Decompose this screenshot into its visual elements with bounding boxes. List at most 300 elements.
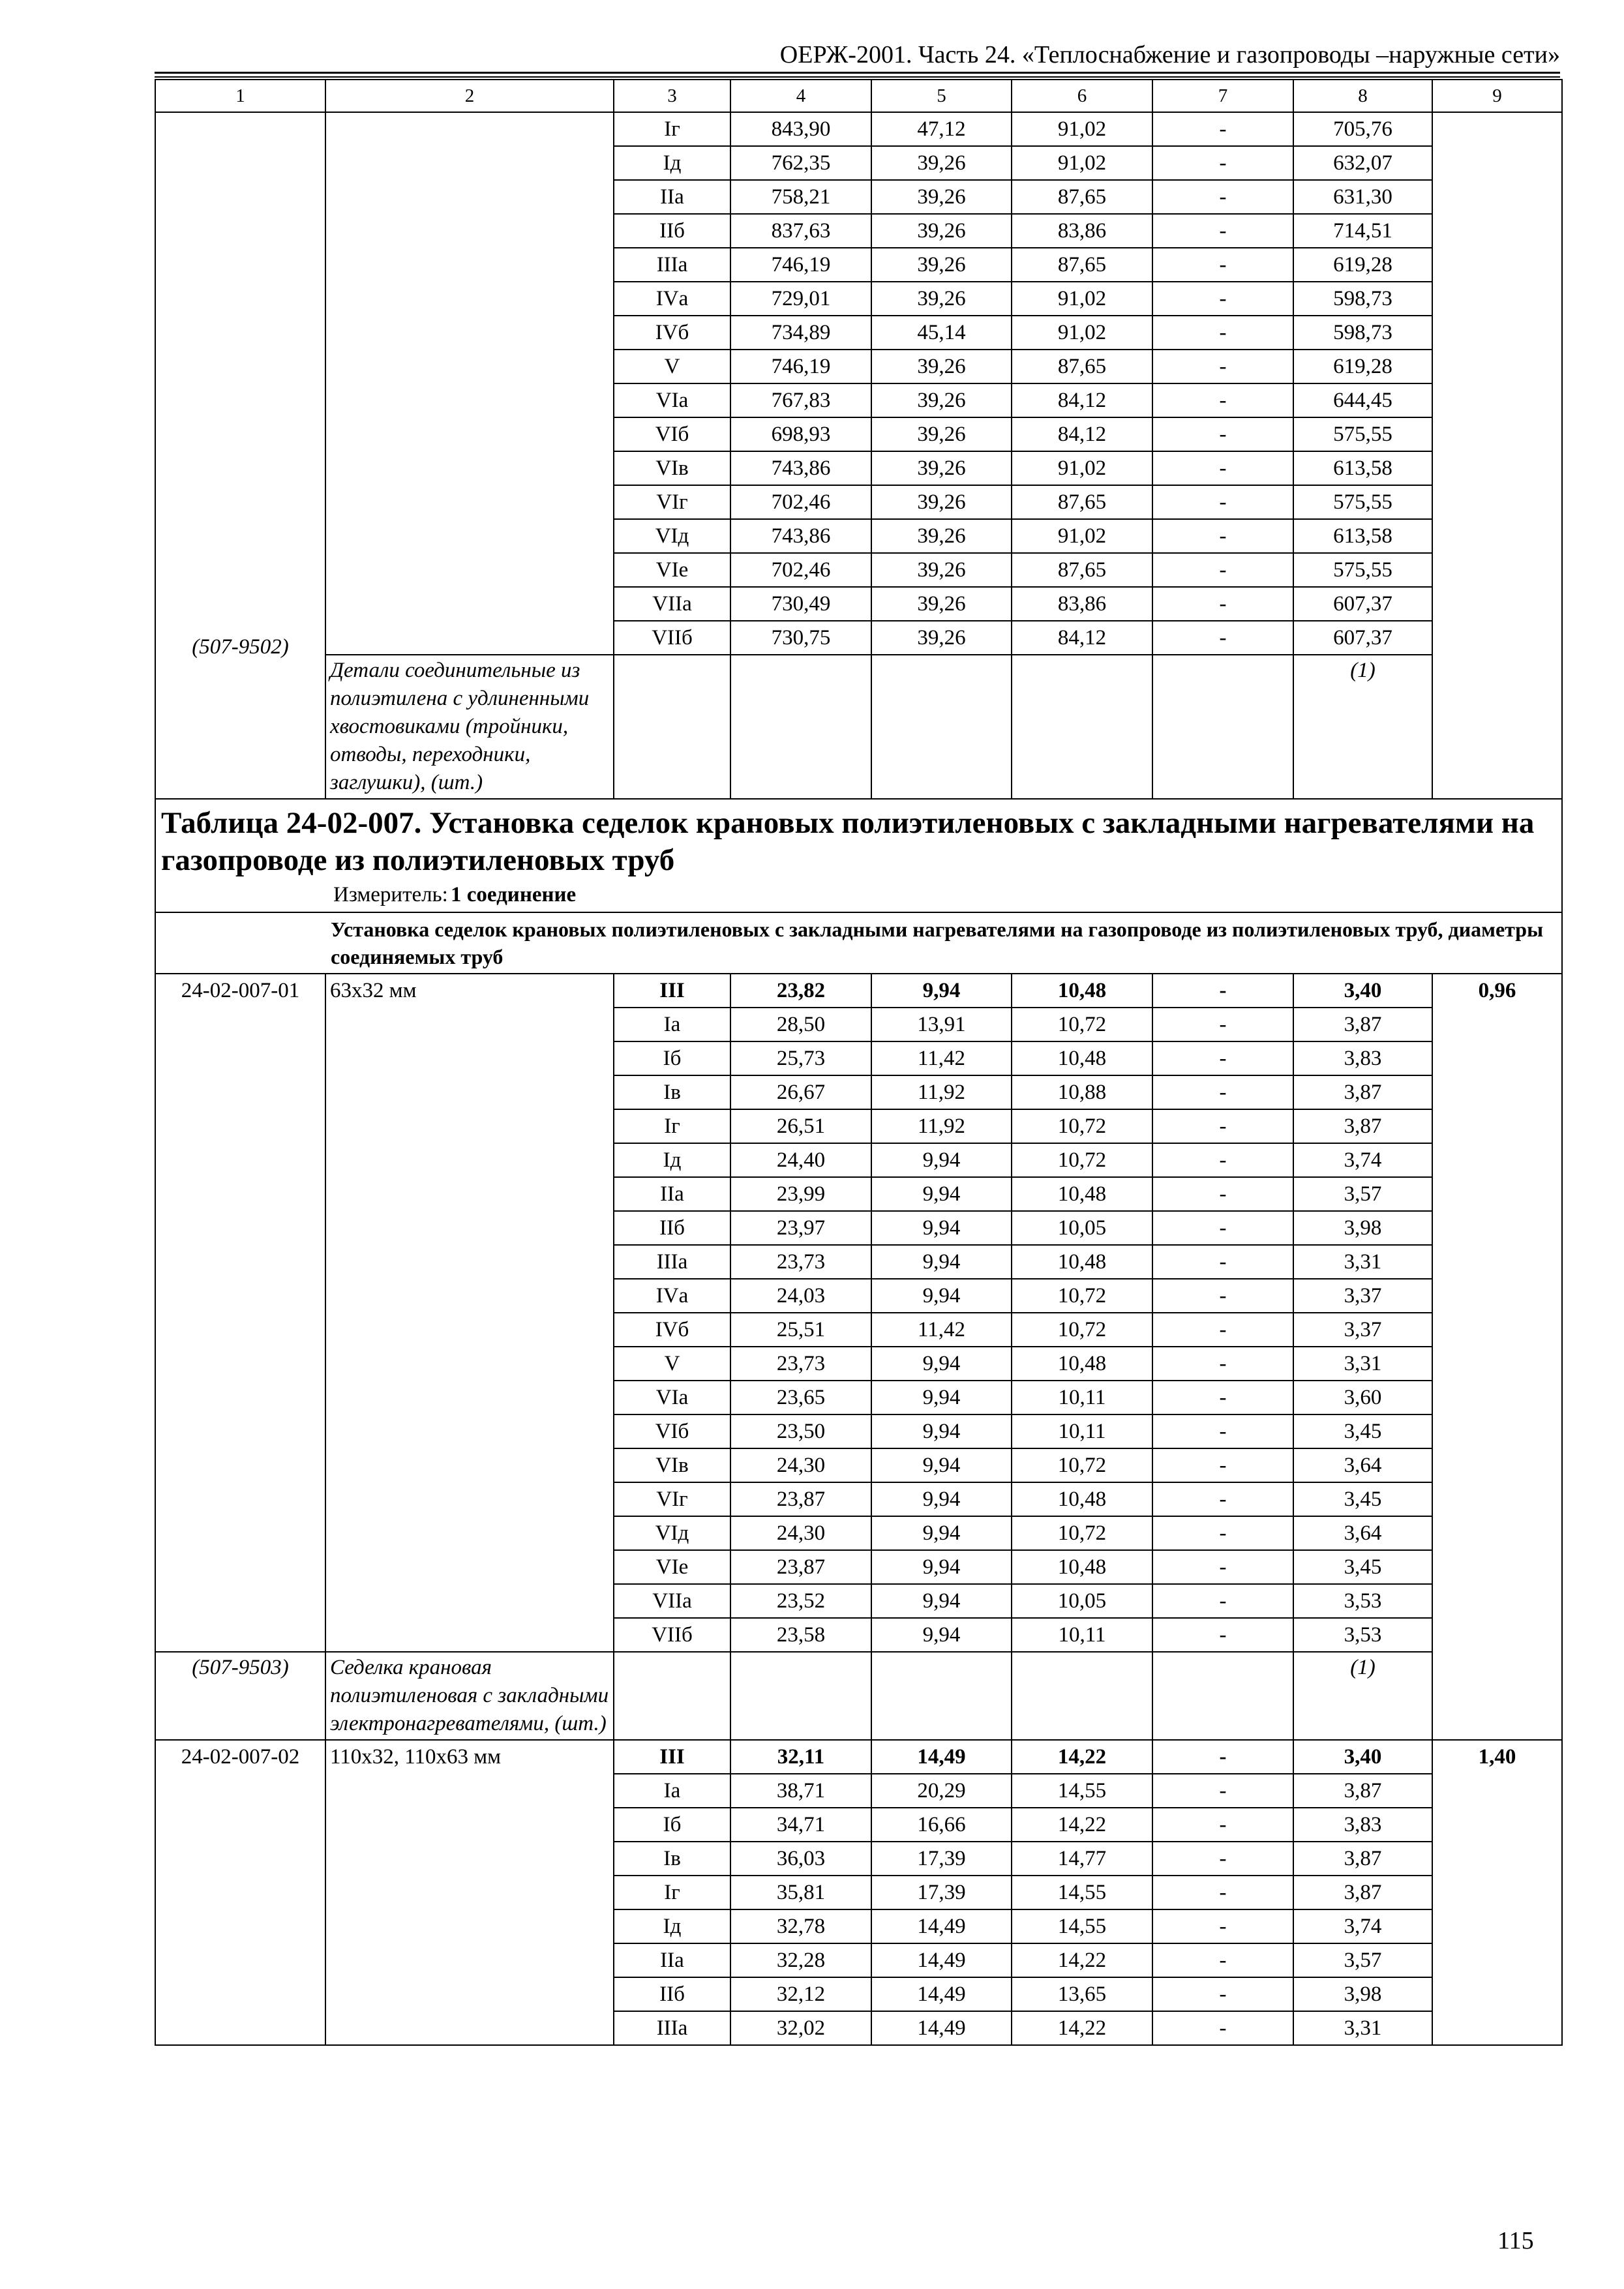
value-cell: 91,02 (1012, 316, 1152, 350)
value-cell: 39,26 (871, 587, 1012, 621)
value-cell: 9,94 (871, 1381, 1012, 1414)
value-cell: 39,26 (871, 451, 1012, 485)
value-cell: 3,87 (1293, 1008, 1432, 1041)
meter-label: Измеритель: (333, 883, 448, 906)
value-cell: - (1152, 248, 1293, 282)
value-cell: 14,49 (871, 2011, 1012, 2045)
item-code: 24-02-007-01 (155, 974, 325, 1652)
zone-cell: III (614, 974, 730, 1008)
column-number: 1 (155, 80, 325, 112)
zone-cell: IIIа (614, 248, 730, 282)
value-cell: 14,22 (1012, 1808, 1152, 1842)
value-cell: 32,12 (730, 1977, 871, 2011)
zone-cell: VIIб (614, 621, 730, 655)
zone-cell: V (614, 1347, 730, 1381)
page-number: 115 (1497, 2227, 1534, 2254)
value-cell: - (1152, 1482, 1293, 1516)
c9-cell (1432, 112, 1562, 799)
value-cell: 575,55 (1293, 553, 1432, 587)
value-cell: 3,31 (1293, 1347, 1432, 1381)
description-cell (325, 112, 614, 655)
zone-cell: Iг (614, 1876, 730, 1909)
value-cell: 14,55 (1012, 1774, 1152, 1808)
value-cell: 3,60 (1293, 1381, 1432, 1414)
value-cell: - (1152, 1448, 1293, 1482)
value-cell: - (1152, 1740, 1293, 1774)
value-cell: 10,05 (1012, 1584, 1152, 1618)
value-cell: 39,26 (871, 248, 1012, 282)
value-cell: 10,88 (1012, 1075, 1152, 1109)
value-cell: 36,03 (730, 1842, 871, 1876)
value-cell: - (1152, 2011, 1293, 2045)
value-cell: 702,46 (730, 553, 871, 587)
value-cell: 9,94 (871, 1177, 1012, 1211)
value-cell: - (1152, 282, 1293, 316)
zone-cell: Iа (614, 1008, 730, 1041)
value-cell: 9,94 (871, 1516, 1012, 1550)
material-qty: (1) (1293, 655, 1432, 799)
zone-cell: Iа (614, 1774, 730, 1808)
value-cell: 23,82 (730, 974, 871, 1008)
value-cell: - (1152, 350, 1293, 383)
zone-cell: VIг (614, 1482, 730, 1516)
zone-cell: Iд (614, 1143, 730, 1177)
value-cell: 39,26 (871, 146, 1012, 180)
value-cell: 10,48 (1012, 1245, 1152, 1279)
value-cell: 10,11 (1012, 1414, 1152, 1448)
value-cell: 9,94 (871, 1584, 1012, 1618)
value-cell: - (1152, 1808, 1293, 1842)
zone-cell: IIа (614, 1177, 730, 1211)
value-cell: 38,71 (730, 1774, 871, 1808)
column-number: 8 (1293, 80, 1432, 112)
value-cell: 598,73 (1293, 316, 1432, 350)
empty-cell (730, 1652, 871, 1740)
value-cell: 10,72 (1012, 1448, 1152, 1482)
value-cell: - (1152, 1584, 1293, 1618)
value-cell: 9,94 (871, 1414, 1012, 1448)
running-header (155, 38, 1560, 76)
value-cell: 607,37 (1293, 587, 1432, 621)
value-cell: 3,64 (1293, 1516, 1432, 1550)
value-cell: 3,87 (1293, 1842, 1432, 1876)
value-cell: 39,26 (871, 519, 1012, 553)
value-cell: 24,03 (730, 1279, 871, 1313)
item-description: 63х32 мм (325, 974, 614, 1652)
value-cell: - (1152, 1842, 1293, 1876)
header-rule-thin (155, 76, 1560, 78)
value-cell: 3,74 (1293, 1143, 1432, 1177)
column-number: 2 (325, 80, 614, 112)
value-cell: 3,31 (1293, 1245, 1432, 1279)
value-cell: 762,35 (730, 146, 871, 180)
value-cell: - (1152, 1943, 1293, 1977)
value-cell: 47,12 (871, 112, 1012, 146)
value-cell: - (1152, 214, 1293, 248)
value-cell: 23,65 (730, 1381, 871, 1414)
value-cell: - (1152, 1075, 1293, 1109)
zone-cell: Iд (614, 1909, 730, 1943)
value-cell: 39,26 (871, 417, 1012, 451)
empty-cell (871, 1652, 1012, 1740)
value-cell: - (1152, 974, 1293, 1008)
value-cell: 734,89 (730, 316, 871, 350)
value-cell: 10,72 (1012, 1109, 1152, 1143)
value-cell: 714,51 (1293, 214, 1432, 248)
zone-cell: IIб (614, 1977, 730, 2011)
zone-cell: VIд (614, 1516, 730, 1550)
value-cell: - (1152, 112, 1293, 146)
empty-cell (1152, 1652, 1293, 1740)
value-cell: 3,37 (1293, 1279, 1432, 1313)
value-cell: 91,02 (1012, 451, 1152, 485)
header-rule-thick (155, 72, 1560, 74)
column-number: 7 (1152, 80, 1293, 112)
value-cell: 607,37 (1293, 621, 1432, 655)
value-cell: 13,91 (871, 1008, 1012, 1041)
value-cell: 10,05 (1012, 1211, 1152, 1245)
meter-line (161, 880, 1556, 909)
value-cell: 24,40 (730, 1143, 871, 1177)
zone-cell: VIе (614, 553, 730, 587)
table-title-cell (155, 799, 1562, 912)
value-cell: 10,11 (1012, 1381, 1152, 1414)
material-row (155, 655, 1562, 799)
subtitle-row (155, 912, 1562, 974)
value-cell: 32,78 (730, 1909, 871, 1943)
value-cell: 613,58 (1293, 451, 1432, 485)
column-number: 3 (614, 80, 730, 112)
value-cell: 9,94 (871, 1550, 1012, 1584)
column-number: 9 (1432, 80, 1562, 112)
value-cell: 9,94 (871, 1448, 1012, 1482)
value-cell: - (1152, 316, 1293, 350)
empty-cell (614, 655, 730, 799)
value-cell: 743,86 (730, 451, 871, 485)
value-cell: 32,02 (730, 2011, 871, 2045)
value-cell: 3,45 (1293, 1482, 1432, 1516)
value-cell: 9,94 (871, 974, 1012, 1008)
value-cell: 632,07 (1293, 146, 1432, 180)
value-cell: 10,72 (1012, 1143, 1152, 1177)
value-cell: - (1152, 621, 1293, 655)
value-cell: 3,37 (1293, 1313, 1432, 1347)
value-cell: - (1152, 1143, 1293, 1177)
value-cell: 32,28 (730, 1943, 871, 1977)
zone-cell: IVа (614, 282, 730, 316)
value-cell: 14,49 (871, 1977, 1012, 2011)
value-cell: 45,14 (871, 316, 1012, 350)
value-cell: 837,63 (730, 214, 871, 248)
value-cell: 32,11 (730, 1740, 871, 1774)
meter-value: 1 соединение (451, 883, 577, 906)
value-cell: 14,55 (1012, 1876, 1152, 1909)
value-cell: 26,51 (730, 1109, 871, 1143)
empty-cell (1012, 655, 1152, 799)
empty-cell (1012, 1652, 1152, 1740)
value-cell: 23,97 (730, 1211, 871, 1245)
value-cell: 23,52 (730, 1584, 871, 1618)
zone-cell: Iд (614, 146, 730, 180)
value-cell: 3,45 (1293, 1414, 1432, 1448)
value-cell: 14,55 (1012, 1909, 1152, 1943)
column-number: 4 (730, 80, 871, 112)
value-cell: 9,94 (871, 1143, 1012, 1177)
value-cell: - (1152, 1516, 1293, 1550)
value-cell: 10,48 (1012, 1041, 1152, 1075)
zone-cell: Iг (614, 1109, 730, 1143)
value-cell: 644,45 (1293, 383, 1432, 417)
value-cell: 23,73 (730, 1347, 871, 1381)
value-cell: 3,87 (1293, 1075, 1432, 1109)
value-cell: 87,65 (1012, 350, 1152, 383)
value-cell: 91,02 (1012, 146, 1152, 180)
value-cell: - (1152, 1109, 1293, 1143)
zone-cell: VIг (614, 485, 730, 519)
value-cell: 39,26 (871, 485, 1012, 519)
value-cell: 14,22 (1012, 2011, 1152, 2045)
table-title: Таблица 24-02-007. Установка седелок крановых полиэтиленовых с закладными нагревателями на газопроводе из полиэтиленовых труб (161, 806, 1535, 877)
value-cell: 14,49 (871, 1740, 1012, 1774)
value-cell: 25,73 (730, 1041, 871, 1075)
value-cell: 11,42 (871, 1041, 1012, 1075)
value-cell: - (1152, 417, 1293, 451)
table-row (155, 1740, 1562, 1774)
value-cell: 3,40 (1293, 974, 1432, 1008)
zone-cell: Iв (614, 1842, 730, 1876)
c9-cell: 1,40 (1432, 1740, 1562, 2045)
value-cell: 9,94 (871, 1482, 1012, 1516)
material-code: (507-9503) (155, 1652, 325, 1740)
value-cell: 13,65 (1012, 1977, 1152, 2011)
value-cell: - (1152, 519, 1293, 553)
value-cell: 575,55 (1293, 417, 1432, 451)
value-cell: - (1152, 1008, 1293, 1041)
item-description: 110х32, 110х63 мм (325, 1740, 614, 2045)
value-cell: 24,30 (730, 1448, 871, 1482)
value-cell: 39,26 (871, 383, 1012, 417)
zone-cell: VIIа (614, 1584, 730, 1618)
value-cell: - (1152, 1414, 1293, 1448)
empty-cell (871, 655, 1012, 799)
value-cell: 698,93 (730, 417, 871, 451)
value-cell: 702,46 (730, 485, 871, 519)
value-cell: 14,22 (1012, 1943, 1152, 1977)
zone-cell: VIб (614, 1414, 730, 1448)
value-cell: - (1152, 1347, 1293, 1381)
value-cell: 24,30 (730, 1516, 871, 1550)
value-cell: 35,81 (730, 1876, 871, 1909)
value-cell: 11,92 (871, 1109, 1012, 1143)
value-cell: 3,57 (1293, 1943, 1432, 1977)
zone-cell: IIб (614, 214, 730, 248)
value-cell: 767,83 (730, 383, 871, 417)
material-description: Детали соединительные из полиэтилена с удлиненными хвостовиками (тройники, отводы, переходники, заглушки), (шт.) (325, 655, 614, 799)
value-cell: 613,58 (1293, 519, 1432, 553)
value-cell: 11,92 (871, 1075, 1012, 1109)
value-cell: 10,72 (1012, 1516, 1152, 1550)
zone-cell: VIв (614, 451, 730, 485)
value-cell: 3,87 (1293, 1109, 1432, 1143)
zone-cell: VIб (614, 417, 730, 451)
column-numbers-row (155, 80, 1562, 112)
zone-cell: IIа (614, 1943, 730, 1977)
value-cell: 10,48 (1012, 1347, 1152, 1381)
value-cell: 730,75 (730, 621, 871, 655)
value-cell: 20,29 (871, 1774, 1012, 1808)
column-number: 6 (1012, 80, 1152, 112)
value-cell: 23,58 (730, 1618, 871, 1652)
empty-cell (155, 912, 325, 974)
value-cell: - (1152, 1279, 1293, 1313)
value-cell: 25,51 (730, 1313, 871, 1347)
value-cell: 17,39 (871, 1876, 1012, 1909)
value-cell: 619,28 (1293, 350, 1432, 383)
value-cell: 23,99 (730, 1177, 871, 1211)
value-cell: - (1152, 1876, 1293, 1909)
value-cell: - (1152, 485, 1293, 519)
zone-cell: III (614, 1740, 730, 1774)
value-cell: - (1152, 587, 1293, 621)
value-cell: 3,31 (1293, 2011, 1432, 2045)
zone-cell: VIIб (614, 1618, 730, 1652)
value-cell: - (1152, 180, 1293, 214)
value-cell: - (1152, 553, 1293, 587)
value-cell: 11,42 (871, 1313, 1012, 1347)
value-cell: - (1152, 146, 1293, 180)
value-cell: 730,49 (730, 587, 871, 621)
value-cell: 84,12 (1012, 621, 1152, 655)
value-cell: 3,87 (1293, 1876, 1432, 1909)
value-cell: 3,53 (1293, 1618, 1432, 1652)
value-cell: 3,64 (1293, 1448, 1432, 1482)
value-cell: 87,65 (1012, 485, 1152, 519)
c9-cell: 0,96 (1432, 974, 1562, 1740)
value-cell: 3,57 (1293, 1177, 1432, 1211)
zone-cell: IIб (614, 1211, 730, 1245)
zone-cell: VIе (614, 1550, 730, 1584)
value-cell: 10,72 (1012, 1008, 1152, 1041)
value-cell: 14,77 (1012, 1842, 1152, 1876)
zone-cell: VIа (614, 383, 730, 417)
value-cell: - (1152, 1618, 1293, 1652)
value-cell: - (1152, 1211, 1293, 1245)
value-cell: 14,49 (871, 1943, 1012, 1977)
value-cell: 10,48 (1012, 1177, 1152, 1211)
value-cell: 16,66 (871, 1808, 1012, 1842)
zone-cell: IIа (614, 180, 730, 214)
zone-cell: VIд (614, 519, 730, 553)
zone-cell: IIIа (614, 1245, 730, 1279)
zone-cell: IIIа (614, 2011, 730, 2045)
zone-cell: VIв (614, 1448, 730, 1482)
zone-cell: Iв (614, 1075, 730, 1109)
value-cell: 705,76 (1293, 112, 1432, 146)
zone-cell: VIа (614, 1381, 730, 1414)
value-cell: 3,83 (1293, 1808, 1432, 1842)
value-cell: 87,65 (1012, 248, 1152, 282)
value-cell: - (1152, 1550, 1293, 1584)
value-cell: 91,02 (1012, 112, 1152, 146)
value-cell: - (1152, 451, 1293, 485)
value-cell: 23,73 (730, 1245, 871, 1279)
zone-cell: Iг (614, 112, 730, 146)
rates-table (155, 79, 1563, 2046)
value-cell: 84,12 (1012, 417, 1152, 451)
value-cell: 758,21 (730, 180, 871, 214)
zone-cell: Iб (614, 1808, 730, 1842)
value-cell: - (1152, 1909, 1293, 1943)
value-cell: 10,11 (1012, 1618, 1152, 1652)
value-cell: 83,86 (1012, 587, 1152, 621)
zone-cell: Iб (614, 1041, 730, 1075)
value-cell: 746,19 (730, 350, 871, 383)
value-cell: 10,48 (1012, 1550, 1152, 1584)
value-cell: 575,55 (1293, 485, 1432, 519)
value-cell: 3,40 (1293, 1740, 1432, 1774)
material-description: Седелка крановая полиэтиленовая с закладными электронагревателями, (шт.) (325, 1652, 614, 1740)
value-cell: 23,50 (730, 1414, 871, 1448)
value-cell: 84,12 (1012, 383, 1152, 417)
value-cell: 619,28 (1293, 248, 1432, 282)
value-cell: 39,26 (871, 282, 1012, 316)
zone-cell: IVа (614, 1279, 730, 1313)
value-cell: 3,98 (1293, 1211, 1432, 1245)
value-cell: 3,45 (1293, 1550, 1432, 1584)
value-cell: 3,74 (1293, 1909, 1432, 1943)
value-cell: 10,48 (1012, 974, 1152, 1008)
subtitle-cell (325, 912, 1562, 974)
value-cell: 598,73 (1293, 282, 1432, 316)
value-cell: - (1152, 1313, 1293, 1347)
value-cell: 14,22 (1012, 1740, 1152, 1774)
value-cell: 631,30 (1293, 180, 1432, 214)
value-cell: 39,26 (871, 553, 1012, 587)
value-cell: - (1152, 1381, 1293, 1414)
value-cell: 39,26 (871, 350, 1012, 383)
value-cell: 26,67 (730, 1075, 871, 1109)
value-cell: 34,71 (730, 1808, 871, 1842)
value-cell: 28,50 (730, 1008, 871, 1041)
value-cell: 9,94 (871, 1618, 1012, 1652)
value-cell: 91,02 (1012, 519, 1152, 553)
value-cell: 9,94 (871, 1211, 1012, 1245)
value-cell: - (1152, 1245, 1293, 1279)
value-cell: 743,86 (730, 519, 871, 553)
value-cell: 9,94 (871, 1245, 1012, 1279)
empty-cell (614, 1652, 730, 1740)
table-row (155, 112, 1562, 146)
value-cell: - (1152, 1041, 1293, 1075)
material-row (155, 1652, 1562, 1740)
table-title-row (155, 799, 1562, 912)
value-cell: 39,26 (871, 214, 1012, 248)
value-cell: 3,53 (1293, 1584, 1432, 1618)
value-cell: 9,94 (871, 1347, 1012, 1381)
material-code: (507-9502) (192, 635, 289, 659)
value-cell: 3,98 (1293, 1977, 1432, 2011)
zone-cell: VIIа (614, 587, 730, 621)
value-cell: 91,02 (1012, 282, 1152, 316)
value-cell: 10,48 (1012, 1482, 1152, 1516)
value-cell: 10,72 (1012, 1279, 1152, 1313)
value-cell: 87,65 (1012, 180, 1152, 214)
value-cell: 746,19 (730, 248, 871, 282)
empty-cell (730, 655, 871, 799)
value-cell: 9,94 (871, 1279, 1012, 1313)
value-cell: 10,72 (1012, 1313, 1152, 1347)
material-qty: (1) (1293, 1652, 1432, 1740)
